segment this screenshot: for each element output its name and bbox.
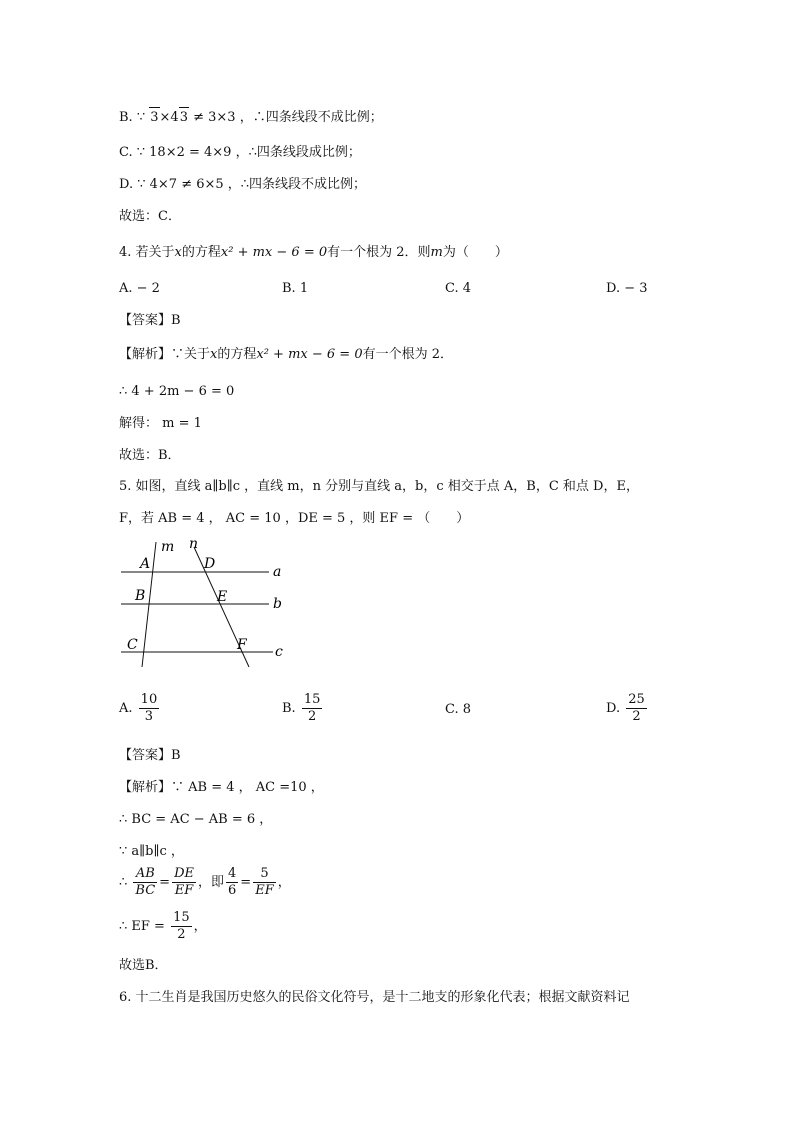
label-B: B bbox=[135, 588, 146, 604]
q5-analysis1: 【解析】∵ AB = 4 ， AC =10 ， bbox=[119, 780, 324, 795]
q4-stem: 4. 若关于x的方程x² + mx − 6 = 0有一个根为 2．则m为（ ） bbox=[119, 245, 508, 260]
q4-answer: 【答案】B bbox=[119, 313, 181, 328]
q5-stem-line2: F，若 AB = 4 ， AC = 10 ，DE = 5 ，则 EF = （ ） bbox=[119, 511, 470, 526]
q4-step2: 解得： m = 1 bbox=[119, 416, 202, 431]
line-option-b: B. ∵ 3×43 ≠ 3×3 ，∴四条线段不成比例； bbox=[119, 107, 383, 128]
q5-stem-line1: 5. 如图，直线 a∥b∥c ，直线 m，n 分别与直线 a，b，c 相交于点 A，B，C 和点 D，E， bbox=[119, 479, 639, 494]
q5-conclusion: 故选B． bbox=[119, 958, 168, 973]
q6-stem: 6. 十二生肖是我国历史悠久的民俗文化符号，是十二地支的形象化代表；根据文献资料记 bbox=[119, 990, 630, 1005]
q5-option-c: C. 8 bbox=[445, 702, 472, 717]
q5-analysis2: ∴ BC = AC − AB = 6 ， bbox=[119, 812, 273, 827]
label-A: A bbox=[140, 556, 151, 572]
label-C: C bbox=[127, 637, 138, 653]
label-b: b bbox=[273, 596, 282, 612]
label-c: c bbox=[275, 644, 283, 660]
q5-analysis4: ∴ $\frac{AB}{BC}$ = $\frac{DE}{EF}$ ，即 $\frac{4}{6}$ = $\frac{5}{EF}$ ， bbox=[119, 866, 291, 898]
q5-answer: 【答案】B bbox=[119, 748, 181, 763]
q5-option-b: B. $\frac{15}{2}$ bbox=[282, 692, 321, 724]
parallel-lines-figure bbox=[115, 535, 295, 675]
q4-step1: ∴ 4 + 2m − 6 = 0 bbox=[119, 384, 235, 399]
q4-option-a: A. − 2 bbox=[119, 281, 160, 296]
sqrt-3b: 3 bbox=[179, 107, 189, 128]
line-option-c: C. ∵ 18×2 = 4×9 ，∴四条线段成比例； bbox=[119, 145, 361, 160]
conclusion-q3: 故选：C． bbox=[119, 209, 181, 224]
label-n: n bbox=[189, 536, 199, 552]
q4-option-c: C. 4 bbox=[445, 281, 472, 296]
q4-option-b: B. 1 bbox=[282, 281, 309, 296]
label-F: F bbox=[237, 637, 247, 653]
label-D: D bbox=[204, 556, 216, 572]
label-E: E bbox=[217, 589, 228, 605]
q4-option-d: D. − 3 bbox=[606, 281, 648, 296]
q4-analysis: 【解析】∵关于x的方程x² + mx − 6 = 0有一个根为 2． bbox=[119, 347, 453, 362]
q4-conclusion: 故选：B． bbox=[119, 448, 181, 463]
q5-analysis5: ∴ EF = $\frac{15}{2}$ ， bbox=[119, 910, 207, 942]
q5-option-a: A. $\frac{10}{3}$ bbox=[119, 692, 158, 724]
q5-option-d: D. $\frac{25}{2}$ bbox=[606, 692, 645, 724]
q5-analysis3: ∵ a∥b∥c ， bbox=[119, 844, 184, 859]
label-a: a bbox=[273, 564, 282, 580]
label-m: m bbox=[161, 539, 175, 555]
sqrt-3: 3 bbox=[149, 107, 159, 128]
line-option-d: D. ∵ 4×7 ≠ 6×5 ，∴四条线段不成比例； bbox=[119, 177, 367, 192]
